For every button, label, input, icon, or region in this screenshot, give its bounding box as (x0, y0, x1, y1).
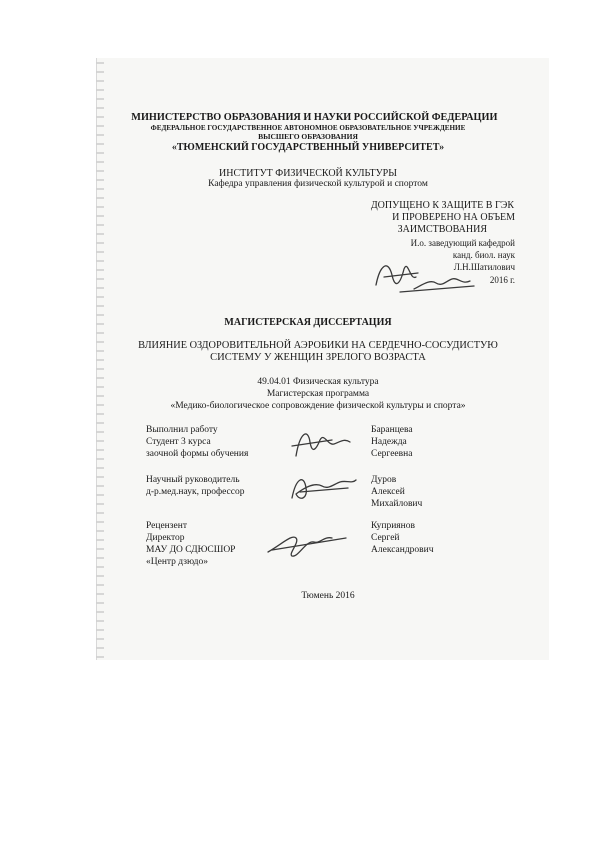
university-name: «ТЮМЕНСКИЙ ГОСУДАРСТВЕННЫЙ УНИВЕРСИТЕТ» (171, 142, 445, 153)
author-surname: Баранцева (371, 425, 413, 435)
author-label-1: Выполнил работу (146, 425, 218, 435)
city-year: Тюмень 2016 (301, 591, 355, 601)
approval-line-3: ЗАИМСТВОВАНИЯ (397, 224, 487, 235)
supervisor-first-name: Алексей (371, 487, 405, 497)
author-label-3: заочной формы обучения (146, 449, 249, 459)
reviewer-label-1: Рецензент (146, 521, 187, 531)
reviewer-signature (262, 524, 352, 564)
institute-name: ИНСТИТУТ ФИЗИЧЕСКОЙ КУЛЬТУРЫ (219, 168, 397, 179)
author-patronymic: Сергеевна (371, 449, 413, 459)
supervisor-patronymic: Михайлович (371, 499, 423, 509)
reviewer-label-4: «Центр дзюдо» (146, 557, 208, 567)
supervisor-surname: Дуров (371, 475, 397, 485)
approval-line-2: И ПРОВЕРЕНО НА ОБЪЕМ (392, 212, 515, 223)
federal-line-2: ВЫСШЕГО ОБРАЗОВАНИЯ (258, 132, 358, 141)
ministry-heading: МИНИСТЕРСТВО ОБРАЗОВАНИЯ И НАУКИ РОССИЙСКОЙ ФЕДЕРАЦИИ (131, 111, 498, 123)
approval-role: И.о. заведующий кафедрой (410, 238, 515, 248)
department-name: Кафедра управления физической культурой и спортом (208, 179, 428, 189)
program-type: Магистерская программа (266, 389, 370, 399)
supervisor-label-2: д-р.мед.наук, профессор (146, 487, 245, 497)
reviewer-label-3: МАУ ДО СДЮСШОР (146, 545, 236, 555)
approval-date: 2016 г. (489, 275, 515, 285)
supervisor-signature (282, 468, 362, 508)
approval-name: Л.Н.Шатилович (453, 262, 515, 272)
binding-holes (96, 62, 104, 658)
author-signature (288, 424, 358, 464)
reviewer-patronymic: Александрович (371, 545, 434, 555)
reviewer-surname: Куприянов (371, 521, 415, 531)
reviewer-label-2: Директор (146, 533, 185, 543)
approval-degree: канд. биол. наук (452, 250, 515, 260)
thesis-title-line-2: СИСТЕМУ У ЖЕНЩИН ЗРЕЛОГО ВОЗРАСТА (210, 352, 426, 363)
federal-line-1: ФЕДЕРАЛЬНОЕ ГОСУДАРСТВЕННОЕ АВТОНОМНОЕ ОБРАЗОВАТЕЛЬНОЕ УЧРЕЖДЕНИЕ (150, 123, 466, 132)
head-signature (370, 255, 480, 295)
author-label-2: Студент 3 курса (146, 437, 211, 447)
thesis-title-line-1: ВЛИЯНИЕ ОЗДОРОВИТЕЛЬНОЙ АЭРОБИКИ НА СЕРДЕЧНО-СОСУДИСТУЮ (138, 340, 498, 351)
supervisor-label-1: Научный руководитель (146, 475, 240, 485)
program-code: 49.04.01 Физическая культура (257, 377, 379, 387)
document-type: МАГИСТЕРСКАЯ ДИССЕРТАЦИЯ (224, 317, 392, 328)
author-first-name: Надежда (371, 437, 407, 447)
approval-line-1: ДОПУЩЕНО К ЗАЩИТЕ В ГЭК (370, 200, 514, 211)
program-name: «Медико-биологическое сопровождение физической культуры и спорта» (170, 401, 466, 411)
reviewer-first-name: Сергей (371, 533, 400, 543)
